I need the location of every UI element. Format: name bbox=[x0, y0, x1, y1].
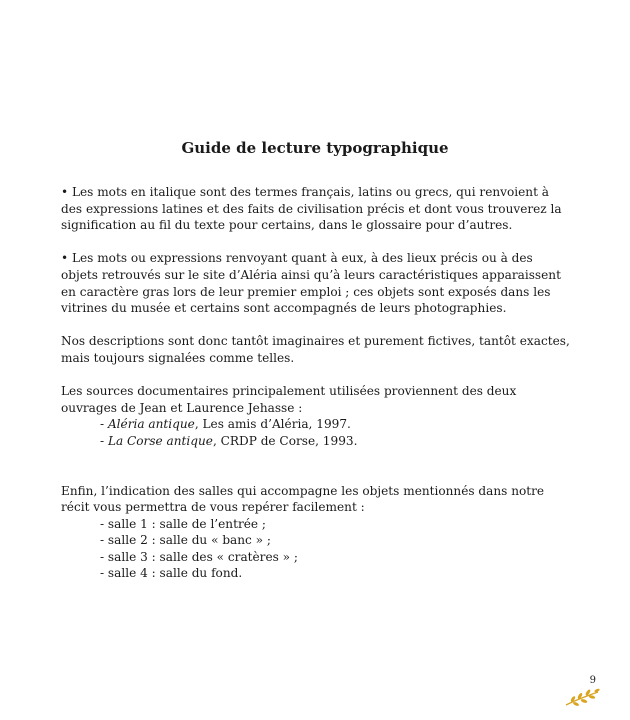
room-item: - salle 1 : salle de l’entrée ; bbox=[100, 516, 266, 531]
source-item: - La Corse antique, CRDP de Corse, 1993. bbox=[100, 433, 358, 448]
source-item: - Aléria antique, Les amis d’Aléria, 1997. bbox=[100, 417, 351, 432]
source-title: La Corse antique bbox=[107, 433, 213, 448]
paragraph-descriptions: Nos descriptions sont donc tantôt imaginaires et purement fictives, tantôt exactes, mais toujours signalées comme telles. bbox=[61, 334, 570, 365]
page-number: 9 bbox=[589, 675, 596, 686]
paragraph-bold-note: • Les mots ou expressions renvoyant quant à eux, à des lieux précis ou à des objets retrouvés sur le site d’Aléria ainsi qu’à leurs caractéristiques apparaissent en caractère gras lors de leur premier emploi ; ces objets sont exposés dans les vitrines du musée et certains sont accompagnés de leurs photographies. bbox=[61, 251, 561, 316]
paragraph-rooms: Enfin, l’indication des salles qui accompagne les objets mentionnés dans notre récit vous permettra de vous repérer facilement : bbox=[61, 483, 545, 515]
paragraph-italic-note: • Les mots en italique sont des termes français, latins ou grecs, qui renvoient à des expressions latines et des faits de civilisation précis et dont vous trouverez la signification au fil du texte pour certains, dans le glossaire pour d’autres. bbox=[61, 185, 562, 233]
laurel-sprig-icon bbox=[564, 686, 600, 708]
page-title: Guide de lecture typographique bbox=[181, 139, 449, 157]
source-title: Aléria antique bbox=[107, 417, 195, 432]
room-item: - salle 2 : salle du « banc » ; bbox=[100, 533, 271, 548]
text-body bbox=[61, 184, 571, 582]
paragraph-sources: Les sources documentaires principalement utilisées proviennent des deux ouvrages de Jean et Laurence Jehasse : bbox=[61, 384, 517, 415]
room-item: - salle 3 : salle des « cratères » ; bbox=[100, 549, 298, 564]
room-item: - salle 4 : salle du fond. bbox=[100, 566, 243, 581]
